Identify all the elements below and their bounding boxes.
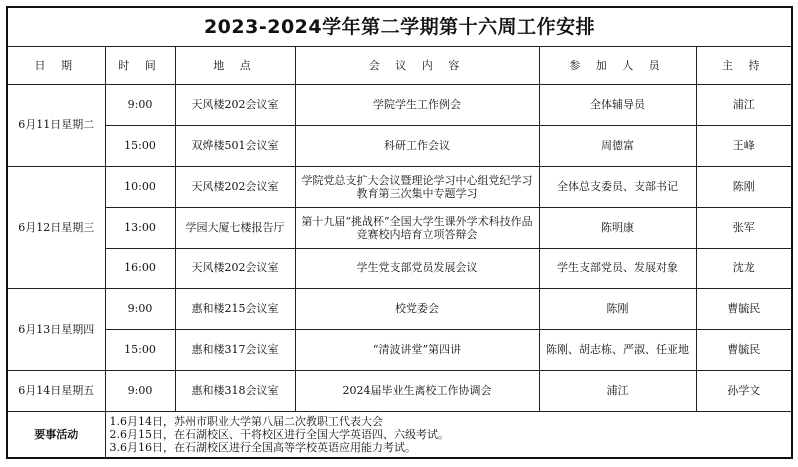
note-item: 2.6月15日，在石湖校区、干将校区进行全国大学英语四、六级考试。 [109, 428, 449, 442]
schedule-sheet [6, 6, 791, 459]
participants-cell: 陈明康 [539, 207, 696, 248]
date-cell: 6月14日星期五 [7, 371, 105, 412]
notes-content [105, 412, 792, 458]
content-cell: 学院党总支扩大会议暨理论学习中心组党纪学习教育第三次集中专题学习 [295, 166, 539, 207]
schedule-table [6, 6, 793, 459]
participants-cell: 全体总支委员、支部书记 [539, 166, 696, 207]
host-cell: 沈龙 [696, 248, 792, 289]
host-cell: 王峰 [696, 125, 792, 166]
table-row [7, 248, 792, 289]
participants-cell: 陈刚 [539, 289, 696, 330]
header-host: 主 持 [696, 47, 792, 85]
content-cell: 科研工作会议 [295, 125, 539, 166]
table-row [7, 371, 792, 412]
location-cell: 学园大厦七楼报告厅 [175, 207, 295, 248]
participants-cell: 浦江 [539, 371, 696, 412]
header-location: 地 点 [175, 47, 295, 85]
header-date: 日 期 [7, 47, 105, 85]
table-row [7, 289, 792, 330]
participants-cell: 全体辅导员 [539, 84, 696, 125]
time-cell: 16:00 [105, 248, 175, 289]
date-cell: 6月13日星期四 [7, 289, 105, 371]
page-title: 2023-2024学年第二学期第十六周工作安排 [7, 7, 792, 47]
host-cell: 孙学文 [696, 371, 792, 412]
content-cell: 学院学生工作例会 [295, 84, 539, 125]
time-cell: 9:00 [105, 84, 175, 125]
location-cell: 天风楼202会议室 [175, 166, 295, 207]
host-cell: 曹毓民 [696, 330, 792, 371]
notes-label: 要事活动 [7, 412, 105, 458]
host-cell: 曹毓民 [696, 289, 792, 330]
participants-cell: 学生支部党员、发展对象 [539, 248, 696, 289]
time-cell: 13:00 [105, 207, 175, 248]
table-row [7, 330, 792, 371]
content-cell: 第十九届“挑战杯”全国大学生课外学术科技作品竞赛校内培育立项答辩会 [295, 207, 539, 248]
location-cell: 惠和楼215会议室 [175, 289, 295, 330]
time-cell: 10:00 [105, 166, 175, 207]
participants-cell: 周德富 [539, 125, 696, 166]
table-row [7, 207, 792, 248]
header-time: 时 间 [105, 47, 175, 85]
participants-cell: 陈刚、胡志栋、严淑、任亚地 [539, 330, 696, 371]
table-row [7, 125, 792, 166]
location-cell: 双烨楼501会议室 [175, 125, 295, 166]
date-cell: 6月12日星期三 [7, 166, 105, 289]
table-row [7, 166, 792, 207]
content-cell: 校党委会 [295, 289, 539, 330]
location-cell: 惠和楼317会议室 [175, 330, 295, 371]
date-cell: 6月11日星期二 [7, 84, 105, 166]
header-participants: 参 加 人 员 [539, 47, 696, 85]
host-cell: 陈刚 [696, 166, 792, 207]
note-item: 1.6月14日，苏州市职业大学第八届二次教职工代表大会 [109, 415, 383, 429]
time-cell: 9:00 [105, 371, 175, 412]
host-cell: 浦江 [696, 84, 792, 125]
time-cell: 9:00 [105, 289, 175, 330]
host-cell: 张军 [696, 207, 792, 248]
location-cell: 惠和楼318会议室 [175, 371, 295, 412]
table-row [7, 84, 792, 125]
time-cell: 15:00 [105, 125, 175, 166]
content-cell: 学生党支部党员发展会议 [295, 248, 539, 289]
notes-row [7, 412, 792, 458]
location-cell: 天风楼202会议室 [175, 248, 295, 289]
note-item: 3.6月16日，在石湖校区进行全国高等学校英语应用能力考试。 [109, 441, 416, 455]
location-cell: 天风楼202会议室 [175, 84, 295, 125]
time-cell: 15:00 [105, 330, 175, 371]
title-row [7, 7, 792, 47]
content-cell: 2024届毕业生离校工作协调会 [295, 371, 539, 412]
content-cell: “清波讲堂”第四讲 [295, 330, 539, 371]
header-row [7, 47, 792, 85]
header-content: 会 议 内 容 [295, 47, 539, 85]
